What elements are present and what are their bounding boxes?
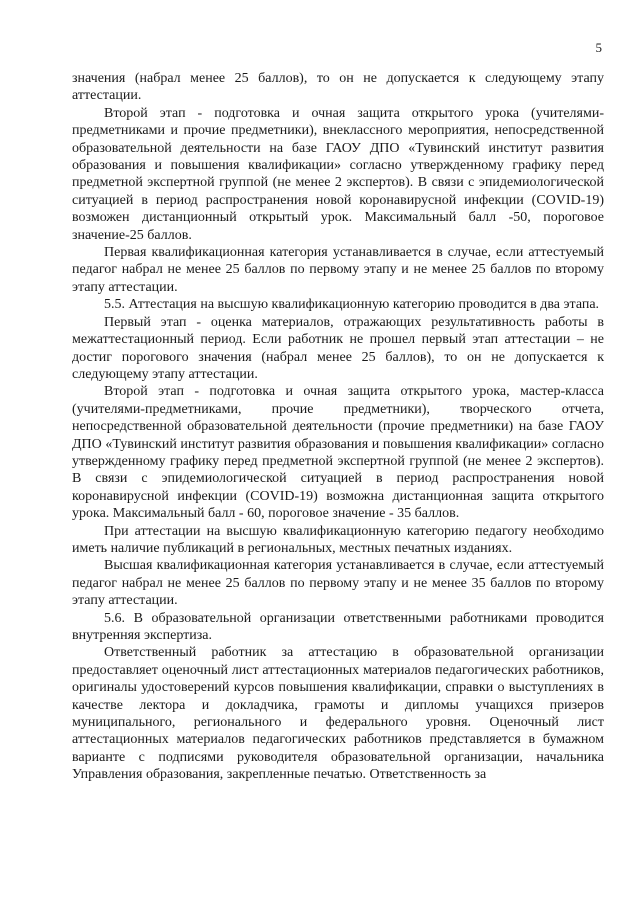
paragraph-publications: При аттестации на высшую квалификационную категорию педагогу необходимо иметь наличие публикаций в региональных, местных печатных изданиях. <box>72 523 604 556</box>
paragraph-responsible-worker: Ответственный работник за аттестацию в образовательной организации предоставляет оценочный лист аттестационных материалов педагогических работников, оригиналы удостоверений курсов повышения квалификации, справки о выступлениях в качестве лектора и докладчика, грамоты и дипломы учащихся призеров муниципального, регионального и федерального уровня. Оценочный лист аттестационных материалов педагогических работников представляется в бумажном варианте с подписями руководителя образовательной организации, начальника Управления образования, закрепленные печатью. Ответственность за <box>72 645 604 783</box>
document-body <box>72 70 604 784</box>
paragraph-first-category: Первая квалификационная категория устанавливается в случае, если аттестуемый педагог набрал не менее 25 баллов по первому этапу и не менее 25 баллов по второму этапу аттестации. <box>72 245 604 295</box>
paragraph-second-stage: Второй этап - подготовка и очная защита открытого урока (учителями-предметниками и прочие предметники), внеклассного мероприятия, непосредственной образовательной деятельности на базе ГАОУ ДПО «Тувинский институт развития образования и повышения квалификации» согласно утвержденному графику перед предметной экспертной группой (не менее 2 экспертов). В связи с эпидемиологической ситуацией в период распространения новой коронавирусной инфекции (COVID-19) возможен дистанционный открытый урок. Максимальный балл -50, пороговое значение-25 баллов. <box>72 105 604 243</box>
page-number: 5 <box>595 40 602 55</box>
paragraph-section-5-5: 5.5. Аттестация на высшую квалификационную категорию проводится в два этапа. <box>104 297 600 313</box>
paragraph-section-5-6: 5.6. В образовательной организации ответственными работниками проводится внутренняя экспертиза. <box>72 610 604 643</box>
paragraph-second-stage-higher: Второй этап - подготовка и очная защита открытого урока, мастер-класса (учителями-предметниками, прочие предметники), творческого отчета, непосредственной образовательной деятельности (прочие предметники) на базе ГАОУ ДПО «Тувинский институт развития образования и повышения квалификации» согласно утвержденному графику перед предметной экспертной группой (не менее 2 экспертов). В связи с эпидемиологической ситуацией в период распространения новой коронавирусной инфекции (COVID-19) возможна дистанционная защита открытого урока. Максимальный балл - 60, пороговое значение - 35 баллов. <box>72 384 604 522</box>
paragraph-higher-category: Высшая квалификационная категория устанавливается в случае, если аттестуемый педагог набрал не менее 25 баллов по первому этапу и не менее 35 баллов по второму этапу аттестации. <box>72 558 604 609</box>
paragraph-first-stage-higher: Первый этап - оценка материалов, отражающих результативность работы в межаттестационный период. Если работник не прошел первый этап аттестации – не достиг порогового значения (набрал менее 25 баллов), то он не допускается к следующему этапу аттестации. <box>72 314 604 382</box>
paragraph-continuation: значения (набрал менее 25 баллов), то он не допускается к следующему этапу аттестации. <box>72 71 604 104</box>
